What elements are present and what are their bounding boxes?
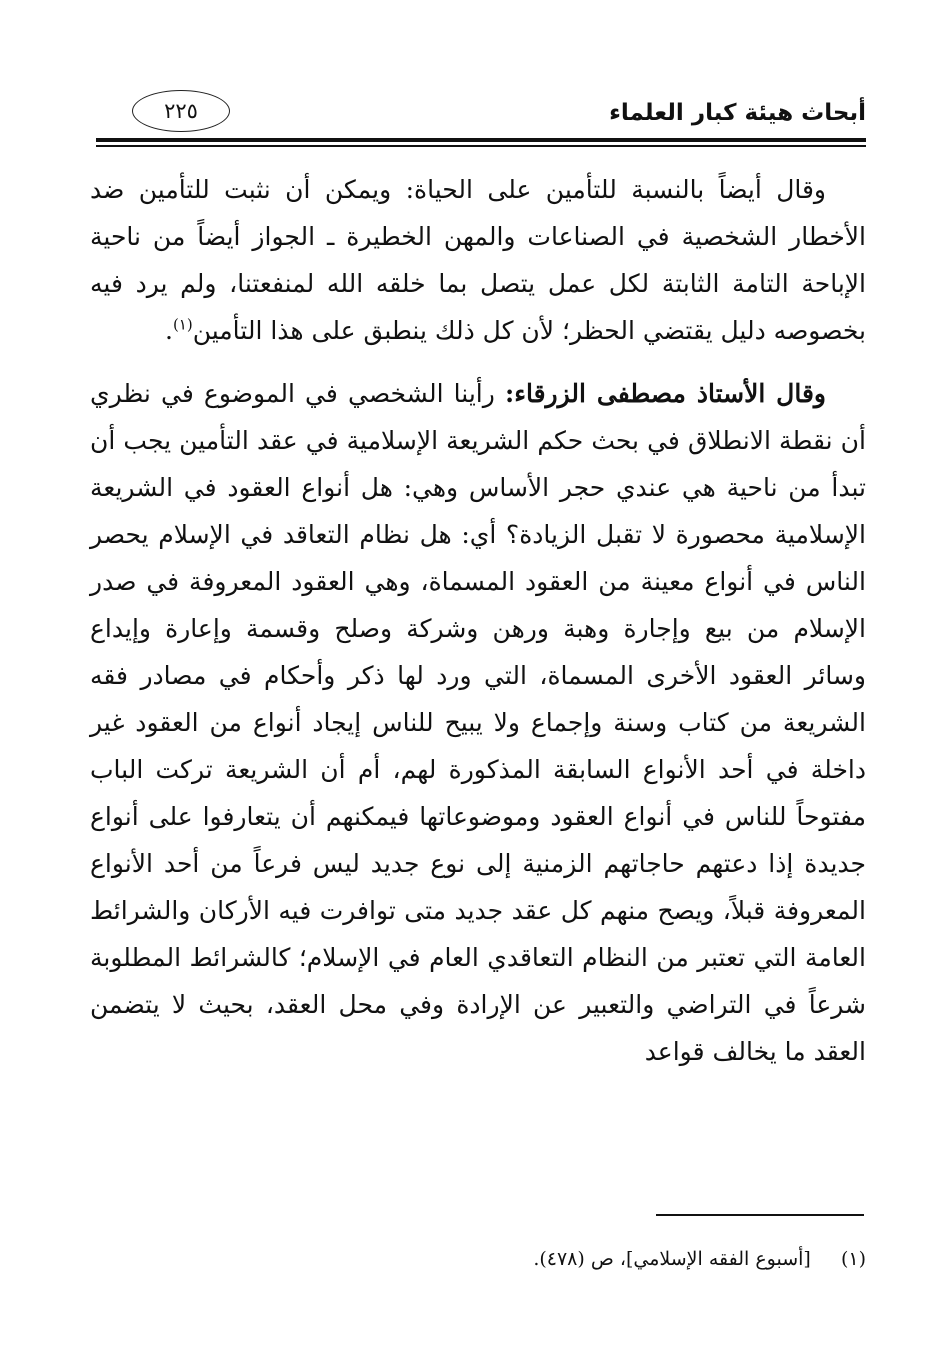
header-rule-thick (96, 138, 866, 142)
footnote-text: [أسبوع الفقه الإسلامي]، ص (٤٧٨). (533, 1248, 811, 1270)
paragraph-end: . (164, 316, 173, 345)
paragraph-2 (90, 370, 866, 1075)
speaker-lead: وقال الأستاذ مصطفى الزرقاء: (504, 379, 826, 408)
footnote-reference: (١) (172, 315, 193, 334)
page-number: ٢٢٥ (132, 90, 230, 132)
body-text (90, 166, 866, 1075)
footnote-divider (656, 1214, 864, 1216)
page-header (96, 82, 866, 174)
header-rule-thin (96, 145, 866, 147)
paragraph-text: وقال أيضاً بالنسبة للتأمين على الحياة: ويمكن أن نثبت للتأمين ضد الأخطار الشخصية في الصناعات والمهن الخطيرة ـ الجواز أيضاً من ناحية الإباحة التامة الثابتة لكل عمل يتصل بما خلقه الله لمنفعتنا، ولم يرد فيه بخصوصه دليل يقتضي الحظر؛ لأن كل ذلك ينطبق على هذا التأمين (90, 175, 866, 345)
paragraph-text: رأينا الشخصي في الموضوع في نظري أن نقطة الانطلاق في بحث حكم الشريعة الإسلامية في عقد التأمين يجب أن تبدأ من ناحية هي عندي حجر الأساس وهي: هل أنواع العقود في الشريعة الإسلامية محصورة لا تقبل الزيادة؟ أي: هل نظام التعاقد في الإسلام يحصر الناس في أنواع معينة من العقود المسماة، وهي العقود المعروفة في صدر الإسلام من بيع وإجارة وهبة ورهن وشركة وصلح وقسمة وإعارة وإيداع وسائر العقود الأخرى المسماة، التي ورد لها ذكر وأحكام في مصادر فقه الشريعة من كتاب وسنة وإجماع ولا يبيح للناس إيجاد أنواع من العقود غير داخلة في أحد الأنواع السابقة المذكورة لهم، أم أن الشريعة تركت الباب مفتوحاً للناس في أنواع العقود وموضوعاتها فيمكنهم أن يتعارفوا على أنواع جديدة إذا دعتهم حاجاتهم الزمنية إلى نوع جديد ليس فرعاً من أحد الأنواع المعروفة قبلاً، ويصح منهم كل عقد جديد متى توافرت فيه الأركان والشرائط العامة التي تعتبر من النظام التعاقدي العام في الإسلام؛ كالشرائط المطلوبة شرعاً في التراضي والتعبير عن الإرادة وفي محل العقد، بحيث لا يتضمن العقد ما يخالف قواعد (90, 379, 867, 1066)
running-title: أبحاث هيئة كبار العلماء (609, 100, 866, 126)
paragraph-1 (90, 166, 866, 354)
footnote-number: (١) (840, 1248, 866, 1270)
footnote (90, 1245, 866, 1273)
